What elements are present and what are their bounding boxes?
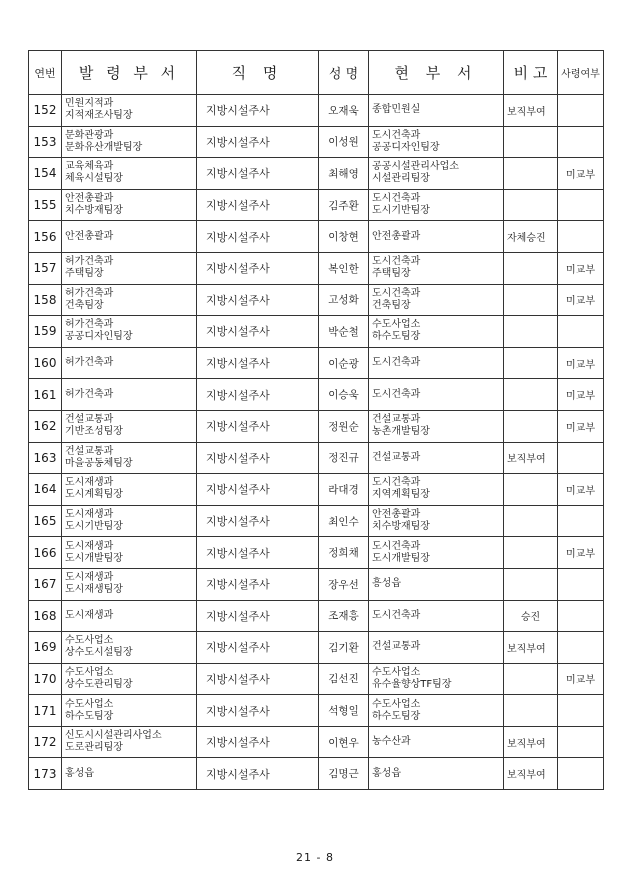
assigned-department	[62, 284, 197, 316]
assigned-department	[62, 632, 197, 664]
person-name: 이현우	[319, 726, 369, 758]
person-name: 이성원	[319, 126, 369, 158]
header-name: 성 명	[319, 51, 369, 95]
job-title: 지방시설주사	[197, 410, 319, 442]
assigned-department-line: 마을공동체팀장	[65, 457, 133, 469]
current-department-line: 종합민원실	[372, 104, 421, 116]
table-row	[29, 316, 604, 348]
table-row	[29, 158, 604, 190]
remark	[504, 189, 558, 221]
job-title: 지방시설주사	[197, 442, 319, 474]
row-number: 159	[29, 316, 62, 348]
table-row	[29, 695, 604, 727]
assigned-department	[62, 95, 197, 127]
job-title: 지방시설주사	[197, 347, 319, 379]
person-name: 김기환	[319, 632, 369, 664]
assigned-department-line: 건축팀장	[65, 299, 104, 311]
header-dept: 발 령 부 서	[62, 51, 197, 95]
assigned-department	[62, 442, 197, 474]
current-department-line: 주택팀장	[372, 268, 411, 280]
current-department-line: 도시건축과	[372, 287, 421, 299]
assigned-department-line: 도시개발팀장	[65, 552, 123, 564]
assigned-department-line: 허가건축과	[65, 287, 114, 299]
current-department-line: 수도사업소	[372, 698, 421, 710]
assigned-department	[62, 505, 197, 537]
assigned-department	[62, 347, 197, 379]
remark: 보직부여	[504, 632, 558, 664]
row-number: 165	[29, 505, 62, 537]
job-title: 지방시설주사	[197, 663, 319, 695]
remark: 승진	[504, 600, 558, 632]
person-name: 복인한	[319, 252, 369, 284]
table-row	[29, 600, 604, 632]
row-number: 157	[29, 252, 62, 284]
remark	[504, 158, 558, 190]
table-row	[29, 632, 604, 664]
current-department	[369, 379, 504, 411]
current-department	[369, 221, 504, 253]
current-department-line: 도시건축과	[372, 256, 421, 268]
current-department-line: 하수도팀장	[372, 331, 421, 343]
row-number: 152	[29, 95, 62, 127]
current-department-line: 도시건축과	[372, 477, 421, 489]
job-title: 지방시설주사	[197, 726, 319, 758]
remark	[504, 474, 558, 506]
assigned-department-line: 문화유산개발팀장	[65, 141, 143, 153]
person-name: 오재욱	[319, 95, 369, 127]
assigned-department	[62, 600, 197, 632]
job-title: 지방시설주사	[197, 600, 319, 632]
row-number: 170	[29, 663, 62, 695]
assigned-department	[62, 663, 197, 695]
appointment-status: 미교부	[558, 410, 604, 442]
remark	[504, 126, 558, 158]
current-department-line: 공공디자인팀장	[372, 141, 440, 153]
table-row	[29, 442, 604, 474]
remark	[504, 505, 558, 537]
appointment-status	[558, 758, 604, 790]
row-number: 169	[29, 632, 62, 664]
assigned-department	[62, 758, 197, 790]
current-department-line: 시설관리팀장	[372, 173, 430, 185]
personnel-table	[28, 50, 604, 790]
table-row	[29, 758, 604, 790]
current-department-line: 수도사업소	[372, 319, 421, 331]
current-department	[369, 758, 504, 790]
remark	[504, 316, 558, 348]
assigned-department-line: 도시재생과	[65, 477, 114, 489]
appointment-status: 미교부	[558, 537, 604, 569]
remark	[504, 663, 558, 695]
header-title: 직 명	[197, 51, 319, 95]
job-title: 지방시설주사	[197, 379, 319, 411]
assigned-department	[62, 252, 197, 284]
assigned-department-line: 안전총괄과	[65, 230, 114, 242]
job-title: 지방시설주사	[197, 537, 319, 569]
current-department-line: 건축팀장	[372, 299, 411, 311]
job-title: 지방시설주사	[197, 158, 319, 190]
appointment-status	[558, 568, 604, 600]
person-name: 박순철	[319, 316, 369, 348]
assigned-department	[62, 410, 197, 442]
assigned-department	[62, 126, 197, 158]
current-department	[369, 695, 504, 727]
current-department-line: 홍성읍	[372, 767, 401, 779]
row-number: 168	[29, 600, 62, 632]
assigned-department-line: 교육체육과	[65, 161, 114, 173]
current-department	[369, 505, 504, 537]
remark	[504, 379, 558, 411]
current-department-line: 수도사업소	[372, 666, 421, 678]
assigned-department-line: 체육시설팀장	[65, 173, 123, 185]
person-name: 석형일	[319, 695, 369, 727]
appointment-status: 미교부	[558, 347, 604, 379]
assigned-department-line: 신도시시설관리사업소	[65, 730, 162, 742]
row-number: 167	[29, 568, 62, 600]
table-row	[29, 505, 604, 537]
appointment-status	[558, 316, 604, 348]
assigned-department	[62, 221, 197, 253]
person-name: 김명근	[319, 758, 369, 790]
appointment-status: 미교부	[558, 474, 604, 506]
person-name: 조재흥	[319, 600, 369, 632]
person-name: 김주환	[319, 189, 369, 221]
job-title: 지방시설주사	[197, 505, 319, 537]
person-name: 라대경	[319, 474, 369, 506]
current-department-line: 안전총괄과	[372, 230, 421, 242]
assigned-department-line: 도시계획팀장	[65, 489, 123, 501]
appointment-status	[558, 95, 604, 127]
remark	[504, 537, 558, 569]
current-department-line: 흥성읍	[372, 578, 401, 590]
current-department-line: 건설교통과	[372, 414, 421, 426]
current-department-line: 치수방재팀장	[372, 521, 430, 533]
assigned-department-line: 안전총괄과	[65, 193, 114, 205]
remark	[504, 410, 558, 442]
job-title: 지방시설주사	[197, 221, 319, 253]
remark: 보직부여	[504, 95, 558, 127]
current-department-line: 하수도팀장	[372, 710, 421, 722]
assigned-department-line: 민원지적과	[65, 98, 114, 110]
assigned-department-line: 도시재생팀장	[65, 584, 123, 596]
row-number: 172	[29, 726, 62, 758]
assigned-department-line: 수도사업소	[65, 666, 114, 678]
assigned-department-line: 허가건축과	[65, 319, 114, 331]
current-department	[369, 347, 504, 379]
remark: 보직부여	[504, 758, 558, 790]
remark	[504, 568, 558, 600]
job-title: 지방시설주사	[197, 284, 319, 316]
table-row	[29, 568, 604, 600]
assigned-department-line: 공공디자인팀장	[65, 331, 133, 343]
person-name: 김선진	[319, 663, 369, 695]
assigned-department-line: 도시재생과	[65, 572, 114, 584]
page-number: 21 - 8	[296, 851, 334, 864]
current-department	[369, 442, 504, 474]
job-title: 지방시설주사	[197, 95, 319, 127]
appointment-status	[558, 189, 604, 221]
row-number: 158	[29, 284, 62, 316]
current-department	[369, 158, 504, 190]
assigned-department-line: 건설교통과	[65, 445, 114, 457]
table-row	[29, 221, 604, 253]
person-name: 이순광	[319, 347, 369, 379]
remark	[504, 695, 558, 727]
row-number: 173	[29, 758, 62, 790]
assigned-department-line: 홍성읍	[65, 767, 94, 779]
row-number: 164	[29, 474, 62, 506]
assigned-department-line: 도시재생과	[65, 540, 114, 552]
assigned-department-line: 하수도팀장	[65, 710, 114, 722]
current-department	[369, 632, 504, 664]
appointment-status: 미교부	[558, 284, 604, 316]
current-department	[369, 568, 504, 600]
assigned-department-line: 상수도시설팀장	[65, 647, 133, 659]
appointment-status	[558, 726, 604, 758]
remark	[504, 347, 558, 379]
assigned-department	[62, 379, 197, 411]
table-body	[29, 95, 604, 790]
assigned-department-line: 수도사업소	[65, 698, 114, 710]
assigned-department-line: 상수도관리팀장	[65, 678, 133, 690]
remark: 보직부여	[504, 442, 558, 474]
table-row	[29, 537, 604, 569]
job-title: 지방시설주사	[197, 252, 319, 284]
assigned-department-line: 지적재조사팀장	[65, 110, 133, 122]
assigned-department	[62, 695, 197, 727]
job-title: 지방시설주사	[197, 568, 319, 600]
remark	[504, 252, 558, 284]
appointment-status	[558, 632, 604, 664]
current-department	[369, 537, 504, 569]
assigned-department	[62, 158, 197, 190]
job-title: 지방시설주사	[197, 316, 319, 348]
current-department-line: 농수산과	[372, 736, 411, 748]
current-department	[369, 95, 504, 127]
person-name: 정진규	[319, 442, 369, 474]
current-department-line: 도시건축과	[372, 540, 421, 552]
header-current: 현 부 서	[369, 51, 504, 95]
person-name: 최인수	[319, 505, 369, 537]
job-title: 지방시설주사	[197, 695, 319, 727]
row-number: 166	[29, 537, 62, 569]
current-department-line: 도시건축과	[372, 357, 421, 369]
table-row	[29, 347, 604, 379]
row-number: 171	[29, 695, 62, 727]
assigned-department-line: 주택팀장	[65, 268, 104, 280]
current-department	[369, 663, 504, 695]
appointment-status: 미교부	[558, 379, 604, 411]
person-name: 이창현	[319, 221, 369, 253]
remark	[504, 284, 558, 316]
row-number: 153	[29, 126, 62, 158]
row-number: 156	[29, 221, 62, 253]
assigned-department-line: 도시재생과	[65, 509, 114, 521]
assigned-department-line: 도로관리팀장	[65, 742, 123, 754]
assigned-department-line: 수도사업소	[65, 635, 114, 647]
assigned-department-line: 허가건축과	[65, 256, 114, 268]
assigned-department-line: 도시재생과	[65, 609, 114, 621]
current-department	[369, 726, 504, 758]
person-name: 정원순	[319, 410, 369, 442]
table-row	[29, 663, 604, 695]
remark: 자체승진	[504, 221, 558, 253]
current-department	[369, 284, 504, 316]
assigned-department-line: 허가건축과	[65, 388, 114, 400]
assigned-department-line: 허가건축과	[65, 357, 114, 369]
current-department	[369, 410, 504, 442]
table-row	[29, 284, 604, 316]
appointment-status	[558, 126, 604, 158]
appointment-status	[558, 221, 604, 253]
table-row	[29, 379, 604, 411]
current-department-line: 안전총괄과	[372, 509, 421, 521]
appointment-status: 미교부	[558, 663, 604, 695]
row-number: 160	[29, 347, 62, 379]
job-title: 지방시설주사	[197, 126, 319, 158]
assigned-department-line: 문화관광과	[65, 129, 114, 141]
assigned-department	[62, 189, 197, 221]
table-header-row	[29, 51, 604, 95]
current-department-line: 도시개발팀장	[372, 552, 430, 564]
header-num: 연번	[29, 51, 62, 95]
current-department-line: 유수율향상TF팀장	[372, 678, 452, 690]
row-number: 161	[29, 379, 62, 411]
person-name: 정희채	[319, 537, 369, 569]
table-row	[29, 726, 604, 758]
appointment-status	[558, 695, 604, 727]
current-department	[369, 474, 504, 506]
row-number: 154	[29, 158, 62, 190]
row-number: 162	[29, 410, 62, 442]
current-department-line: 도시건축과	[372, 129, 421, 141]
table-row	[29, 252, 604, 284]
current-department	[369, 252, 504, 284]
assigned-department	[62, 537, 197, 569]
assigned-department-line: 치수방재팀장	[65, 205, 123, 217]
row-number: 155	[29, 189, 62, 221]
current-department-line: 도시기반팀장	[372, 205, 430, 217]
assigned-department-line: 도시기반팀장	[65, 521, 123, 533]
appointment-status	[558, 442, 604, 474]
appointment-status	[558, 600, 604, 632]
current-department-line: 공공시설관리사업소	[372, 161, 459, 173]
current-department-line: 건설교통과	[372, 451, 421, 463]
assigned-department	[62, 316, 197, 348]
job-title: 지방시설주사	[197, 632, 319, 664]
person-name: 고성화	[319, 284, 369, 316]
table-row	[29, 126, 604, 158]
appointment-status: 미교부	[558, 252, 604, 284]
job-title: 지방시설주사	[197, 474, 319, 506]
person-name: 이승욱	[319, 379, 369, 411]
row-number: 163	[29, 442, 62, 474]
person-name: 장우선	[319, 568, 369, 600]
current-department-line: 농촌개발팀장	[372, 426, 430, 438]
table-row	[29, 474, 604, 506]
person-name: 최해영	[319, 158, 369, 190]
table-row	[29, 95, 604, 127]
assigned-department-line: 건설교통과	[65, 414, 114, 426]
assigned-department-line: 기반조성팀장	[65, 426, 123, 438]
current-department	[369, 189, 504, 221]
table-row	[29, 189, 604, 221]
appointment-status: 미교부	[558, 158, 604, 190]
current-department	[369, 316, 504, 348]
assigned-department	[62, 474, 197, 506]
job-title: 지방시설주사	[197, 758, 319, 790]
header-note: 비 고	[504, 51, 558, 95]
current-department-line: 지역계획팀장	[372, 489, 430, 501]
current-department-line: 도시건축과	[372, 609, 421, 621]
header-flag: 사령여부	[558, 51, 604, 95]
assigned-department	[62, 726, 197, 758]
table-row	[29, 410, 604, 442]
current-department-line: 건설교통과	[372, 641, 421, 653]
current-department-line: 도시건축과	[372, 193, 421, 205]
job-title: 지방시설주사	[197, 189, 319, 221]
assigned-department	[62, 568, 197, 600]
remark: 보직부여	[504, 726, 558, 758]
current-department	[369, 600, 504, 632]
current-department-line: 도시건축과	[372, 388, 421, 400]
current-department	[369, 126, 504, 158]
appointment-status	[558, 505, 604, 537]
